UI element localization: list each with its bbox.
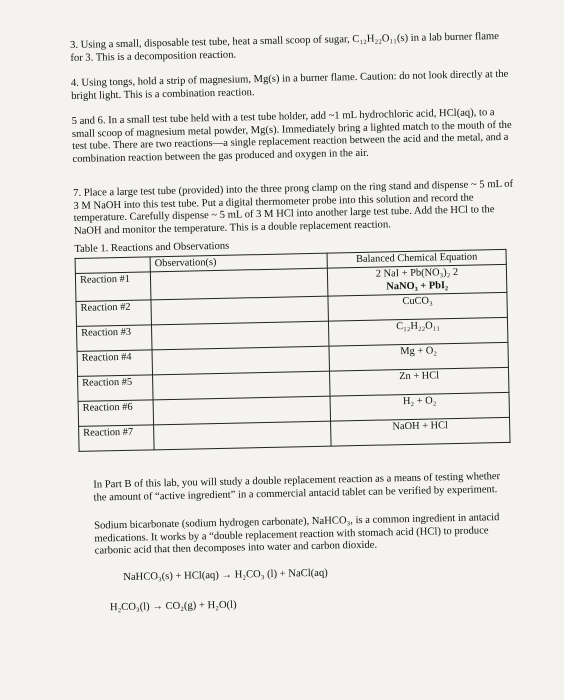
equation-products: NaNO₃ + PbI₂ <box>386 279 449 292</box>
step-7-text: 7. Place a large test tube (provided) into the three prong clamp on the ring stand and dispense ~ 5 mL of 3 M NaOH into this test tube. Put a digital thermometer probe into this solution and record the temperature. Carefully dispense ~ 5 mL of 3 M HCl into another large test tube. Add the HCl to the NaOH and monitor the temperature. This is a double replacement reaction. <box>73 178 514 237</box>
step-5-6-text: 5 and 6. In a small test tube held with a test tube holder, add ~1 mL hydrochloric acid, HCl(aq), to a small scoop of magnesium metal powder, Mg(s). Immediately bring a lighted match to the mouth of the test tube. There are two reactions—a single replacement reaction between the acid and the metal, and a combination reaction between the gas produced and oxygen in the air. <box>71 107 512 165</box>
worksheet-page <box>70 31 522 616</box>
equation-decomposition: H₂CO₃(l) → CO₂(g) + H₂O(l) <box>109 599 237 614</box>
equation-cell <box>327 264 507 296</box>
table-header-blank <box>75 256 150 273</box>
reaction-label: Reaction #3 <box>76 325 152 352</box>
part-b-intro: In Part B of this lab, you will study a double replacement reaction as a means of testing whether the amount of “active ingredient” in a commercial antacid tablet can be verified by experiment. <box>93 471 501 504</box>
reaction-label: Reaction #4 <box>77 350 153 377</box>
observation-cell <box>154 421 331 450</box>
table-header-observations: Observation(s) <box>150 253 327 272</box>
step-4-text: 4. Using tongs, hold a strip of magnesium, Mg(s) in a burner flame. Caution: do not look directly at the bright light. This is a combination reaction. <box>70 68 509 102</box>
equation-cell: Zn + HCl <box>329 367 508 396</box>
table-header-equation: Balanced Chemical Equation <box>327 249 506 268</box>
equation-cell: C₁₂H₂₂O₁₁ <box>328 317 507 346</box>
reaction-label: Reaction #1 <box>75 272 151 302</box>
equation-cell: H₂ + O₂ <box>330 392 509 421</box>
equation-neutralization: NaHCO₃(s) + HCl(aq) → H₂CO₃ (l) + NaCl(aq) <box>123 567 328 583</box>
observation-cell <box>153 371 330 400</box>
observation-cell <box>151 321 328 350</box>
observation-cell <box>152 346 329 375</box>
equation-reactants: 2 NaI + Pb(NO₃)₂ 2 <box>375 266 459 280</box>
table-caption: Table 1. Reactions and Observations <box>74 240 230 255</box>
reaction-label: Reaction #6 <box>78 400 154 427</box>
reactions-table <box>75 248 511 452</box>
equation-cell: Mg + O₂ <box>329 342 508 371</box>
reaction-label: Reaction #2 <box>76 300 152 327</box>
equation-cell: CuCO₃ <box>328 292 507 321</box>
part-b-section <box>93 471 516 615</box>
reaction-label: Reaction #7 <box>79 425 155 452</box>
observation-cell <box>151 296 328 325</box>
reaction-label: Reaction #5 <box>78 375 154 402</box>
equation-cell: NaOH + HCl <box>331 417 510 446</box>
part-b-bicarbonate: Sodium bicarbonate (sodium hydrogen carbonate), NaHCO₃, is a common ingredient in antacid medications. It works by a “double replacement reaction with stomach acid (HCl) to produce carbonic acid that then decomposes into water and carbon dioxide. <box>94 512 500 557</box>
step-3-text: 3. Using a small, disposable test tube, heat a small scoop of sugar, C₁₂H₂₂O₁₁(s) in a lab burner flame for 3. This is a decomposition reaction. <box>70 31 500 64</box>
observation-cell <box>153 396 330 425</box>
observation-cell <box>150 268 328 300</box>
